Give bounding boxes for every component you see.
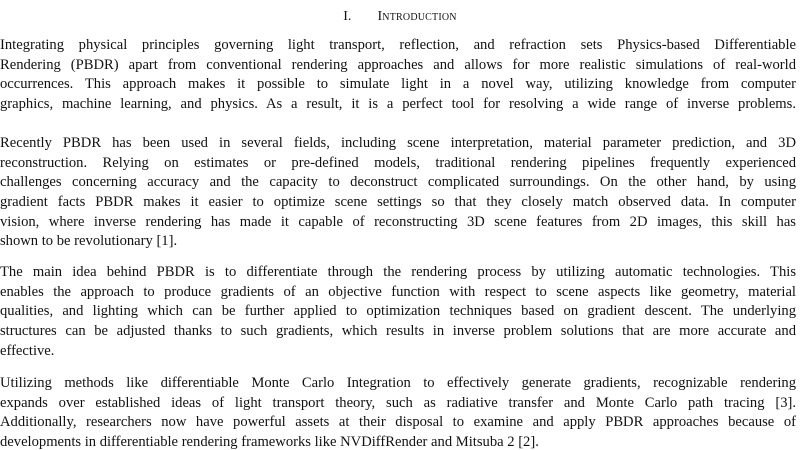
- section-number: I.: [343, 9, 352, 24]
- paragraph-line: expands over established ideas of light transport theory, such as radiative transfer and Monte Carlo path tracing [3].: [0, 394, 796, 411]
- paragraph-line: occurrences. This approach makes it possible to simulate light in a novel way, utilizing knowledge from computer: [0, 76, 796, 93]
- paragraph-line: shown to be revolutionary [1].: [0, 233, 178, 250]
- paragraph-4: [0, 374, 796, 450]
- paragraph-line: The main idea behind PBDR is to differentiate through the rendering process by utilizing automatic technologies. This: [0, 264, 796, 280]
- paragraph-1: [0, 36, 796, 115]
- paragraph-line: gradient facts PBDR makes it easier to optimize scene settings so that they closely match observed data. In computer: [0, 194, 796, 211]
- paragraph-2: [0, 134, 796, 252]
- paragraph-line: Utilizing methods like differentiable Monte Carlo Integration to effectively generate gradients, recognizable rendering: [0, 375, 796, 391]
- paragraph-line: qualities, and lighting which can be further applied to optimization techniques based on gradient descent. The underlying: [0, 303, 796, 320]
- paragraph-line: challenges concerning accuracy and the capacity to deconstruct complicated surroundings. On the other hand, by using: [0, 174, 796, 191]
- paragraph-line: Rendering (PBDR) apart from conventional rendering approaches and allows for more realistic simulations of real-world: [0, 56, 796, 73]
- paragraph-3: [0, 263, 796, 361]
- paragraph-line: structures can be adjusted thanks to such gradients, which results in inverse problem solutions that are more accurate and: [0, 323, 796, 340]
- paragraph-line: Additionally, researchers now have powerful assets at their disposal to examine and apply PBDR approaches because of: [0, 414, 796, 431]
- paragraph-line: enables the approach to produce gradients of an objective function with respect to scene aspects like geometry, material: [0, 283, 796, 300]
- paragraph-line: vision, where inverse rendering has made it capable of reconstructing 3D scene features from 2D images, this skill has: [0, 213, 796, 230]
- paragraph-line: effective.: [0, 342, 55, 359]
- section-title: Introduction: [377, 9, 457, 24]
- paragraph-line: developments in differentiable rendering frameworks like NVDiffRender and Mitsuba 2 [2].: [0, 434, 539, 450]
- paragraph-line: reconstruction. Relying on estimates or pre-defined models, traditional rendering pipelines frequently experienced: [0, 154, 796, 171]
- paragraph-line: Integrating physical principles governing light transport, reflection, and refraction sets Physics-based Differentiable: [0, 37, 796, 53]
- paragraph-line: graphics, machine learning, and physics. As a result, it is a perfect tool for resolving a wide range of inverse problems.: [0, 96, 796, 113]
- section-heading: [0, 8, 800, 26]
- paragraph-line: Recently PBDR has been used in several fields, including scene interpretation, material parameter prediction, and 3D: [0, 135, 796, 151]
